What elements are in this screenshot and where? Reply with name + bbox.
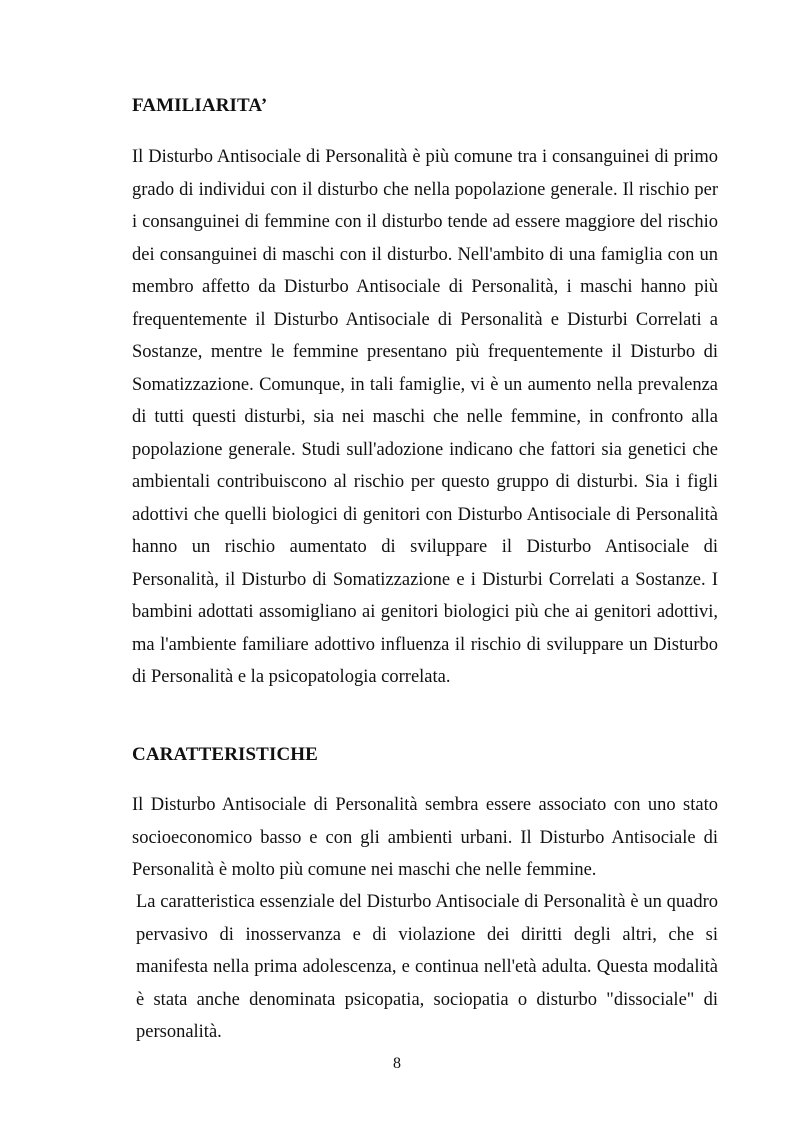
page-number: 8	[393, 1055, 401, 1072]
paragraph-caratteristiche-1: Il Disturbo Antisociale di Personalità sembra essere associato con uno stato socioeconomico basso e con gli ambienti urbani. Il Disturbo Antisociale di Personalità è molto più comune nei maschi che nelle femmine.	[132, 795, 718, 880]
section-heading-caratteristiche: CARATTERISTICHE	[132, 744, 318, 765]
section-heading-familiarita: FAMILIARITA’	[132, 95, 268, 116]
paragraph-caratteristiche-2: La caratteristica essenziale del Disturbo Antisociale di Personalità è un quadro pervasivo di inosservanza e di violazione dei diritti degli altri, che si manifesta nella prima adolescenza, e continua nell'età adulta. Questa modalità è stata anche denominata psicopatia, sociopatia o disturbo "dissociale" di personalità.	[136, 892, 718, 1042]
paragraph-familiarita: Il Disturbo Antisociale di Personalità è più comune tra i consanguinei di primo grado di individui con il disturbo che nella popolazione generale. Il rischio per i consanguinei di femmine con il disturbo tende ad essere maggiore del rischio dei consanguinei di maschi con il disturbo. Nell'ambito di una famiglia con un membro affetto da Disturbo Antisociale di Personalità, i maschi hanno più frequentemente il Disturbo Antisociale di Personalità e Disturbi Correlati a Sostanze, mentre le femmine presentano più frequentemente il Disturbo di Somatizzazione. Comunque, in tali famiglie, vi è un aumento nella prevalenza di tutti questi disturbi, sia nei maschi che nelle femmine, in confronto alla popolazione generale. Studi sull'adozione indicano che fattori sia genetici che ambientali contribuiscono al rischio per questo gruppo di disturbi. Sia i figli adottivi che quelli biologici di genitori con Disturbo Antisociale di Personalità hanno un rischio aumentato di sviluppare il Disturbo Antisociale di Personalità, il Disturbo di Somatizzazione e i Disturbi Correlati a Sostanze. I bambini adottati assomigliano ai genitori biologici più che ai genitori adottivi, ma l'ambiente familiare adottivo influenza il rischio di sviluppare un Disturbo di Personalità e la psicopatologia correlata.	[132, 147, 718, 687]
